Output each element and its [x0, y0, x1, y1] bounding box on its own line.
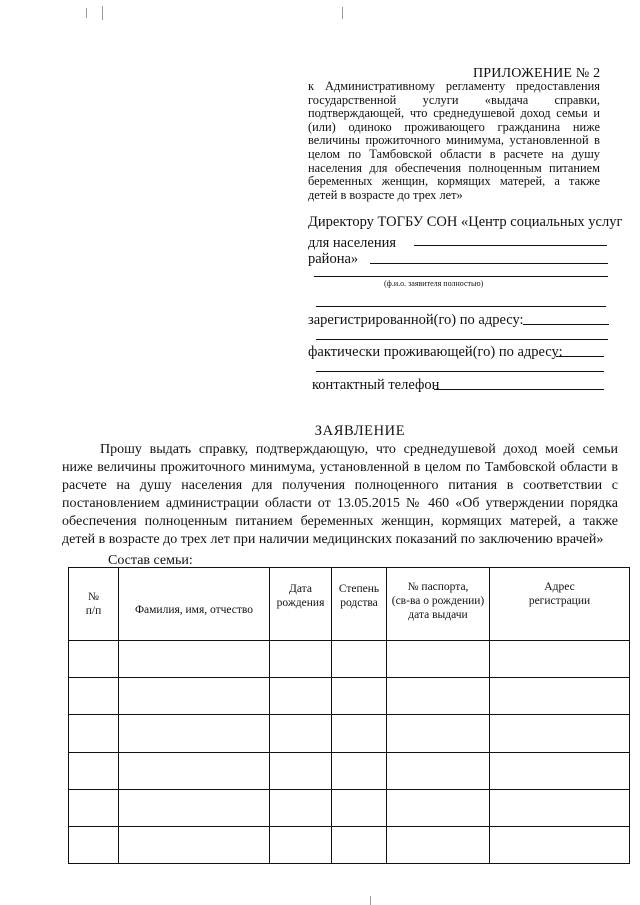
applicant-name-field[interactable]	[314, 276, 608, 277]
header-address-line1: Адрес	[544, 581, 575, 593]
scan-mark	[342, 7, 343, 19]
appendix-title: ПРИЛОЖЕНИЕ № 2	[473, 66, 601, 81]
scan-mark	[102, 6, 103, 20]
table-cell[interactable]	[69, 789, 119, 826]
table-cell[interactable]	[270, 641, 332, 678]
table-cell[interactable]	[119, 826, 270, 863]
table-cell[interactable]	[332, 826, 387, 863]
applicant-name-field-2[interactable]	[316, 306, 606, 307]
actual-address-field[interactable]	[556, 356, 604, 357]
table-header-row	[69, 568, 630, 641]
table-cell[interactable]	[270, 752, 332, 789]
applicant-name-caption: (ф.и.о. заявителя полностью)	[384, 279, 484, 288]
table-cell[interactable]	[270, 826, 332, 863]
table-cell[interactable]	[69, 752, 119, 789]
population-label: для населения	[308, 235, 397, 251]
header-passport-line1: № паспорта,	[407, 581, 469, 593]
table-cell[interactable]	[490, 826, 630, 863]
header-relation-line2: родства	[340, 597, 378, 609]
header-passport-line3: дата выдачи	[408, 609, 468, 621]
table-row	[69, 715, 630, 752]
header-number-line2: п/п	[85, 605, 102, 617]
table-cell[interactable]	[387, 641, 490, 678]
table-cell[interactable]	[490, 715, 630, 752]
district-label: района»	[308, 251, 359, 267]
table-row	[69, 789, 630, 826]
table-cell[interactable]	[69, 678, 119, 715]
table-cell[interactable]	[69, 715, 119, 752]
table-cell[interactable]	[332, 752, 387, 789]
document-title: ЗАЯВЛЕНИЕ	[314, 423, 406, 439]
table-cell[interactable]	[270, 715, 332, 752]
actual-label: фактически проживающей(го) по адресу:	[308, 344, 563, 360]
scan-mark	[86, 8, 87, 18]
table-cell[interactable]	[332, 641, 387, 678]
registered-address-field-2[interactable]	[316, 339, 608, 340]
director-line: Директору ТОГБУ СОН «Центр социальных услуг	[308, 214, 623, 230]
header-passport	[387, 568, 490, 641]
header-birth-date-line2: рождения	[276, 597, 325, 609]
table-cell[interactable]	[387, 826, 490, 863]
header-address	[490, 568, 630, 641]
table-cell[interactable]	[119, 678, 270, 715]
header-relation-line1: Степень	[338, 583, 380, 595]
table-cell[interactable]	[490, 752, 630, 789]
family-table	[68, 567, 630, 864]
table-cell[interactable]	[332, 678, 387, 715]
table-row	[69, 752, 630, 789]
table-cell[interactable]	[69, 641, 119, 678]
table-cell[interactable]	[387, 715, 490, 752]
header-number-line1: №	[88, 591, 99, 603]
header-passport-line2: (св-ва о рождении)	[391, 595, 485, 607]
header-birth-date-line1: Дата	[289, 583, 312, 595]
phone-label: контактный телефон	[312, 377, 440, 393]
table-cell[interactable]	[490, 678, 630, 715]
appendix-text: к Административному регламенту предоставления государственной услуги «выдача справки, подтверждающей, что среднедушевой доход семьи и (или) одиноко проживающего гражданина ниже величины прожиточного минимума, установленной в целом по Тамбовской области в расчете на душу населения для обеспечения полноценным питанием беременных женщин, кормящих матерей, а также детей в возрасте до трех лет»	[308, 79, 600, 202]
family-composition-label: Состав семьи:	[108, 553, 193, 568]
table-cell[interactable]	[270, 678, 332, 715]
header-address-line2: регистрации	[528, 595, 591, 607]
table-cell[interactable]	[332, 715, 387, 752]
registered-label: зарегистрированной(го) по адресу:	[308, 312, 524, 328]
table-cell[interactable]	[119, 715, 270, 752]
table-cell[interactable]	[119, 789, 270, 826]
header-relation	[332, 568, 387, 641]
table-cell[interactable]	[119, 641, 270, 678]
table-cell[interactable]	[270, 789, 332, 826]
table-cell[interactable]	[119, 752, 270, 789]
statement-paragraph: Прошу выдать справку, подтверждающую, что среднедушевой доход моей семьи ниже величины прожиточного минимума, установленной в целом по Тамбовской области в расчете на душу населения для получения полноценного питания в соответствии с постановлением администрации области от 13.05.2015 № 460 «Об утверждении порядка обеспечения полноценным питанием беременных женщин, кормящих матерей, а также детей в возрасте до трех лет при наличии медицинских показаний по заключению врачей»	[62, 442, 618, 547]
table-cell[interactable]	[387, 752, 490, 789]
population-field[interactable]	[414, 245, 607, 246]
registered-address-field[interactable]	[523, 324, 609, 325]
table-cell[interactable]	[387, 789, 490, 826]
table-cell[interactable]	[490, 789, 630, 826]
phone-field[interactable]	[434, 389, 604, 390]
table-row	[69, 641, 630, 678]
table-cell[interactable]	[490, 641, 630, 678]
table-cell[interactable]	[387, 678, 490, 715]
table-row	[69, 678, 630, 715]
scan-mark	[370, 896, 371, 905]
header-birth-date	[270, 568, 332, 641]
table-row	[69, 826, 630, 863]
district-field[interactable]	[370, 263, 608, 264]
header-number	[69, 568, 119, 641]
header-full-name-text: Фамилия, имя, отчество	[134, 604, 254, 616]
table-cell[interactable]	[332, 789, 387, 826]
statement-body	[62, 441, 618, 549]
actual-address-field-2[interactable]	[316, 371, 604, 372]
table-cell[interactable]	[69, 826, 119, 863]
header-full-name	[119, 568, 270, 641]
